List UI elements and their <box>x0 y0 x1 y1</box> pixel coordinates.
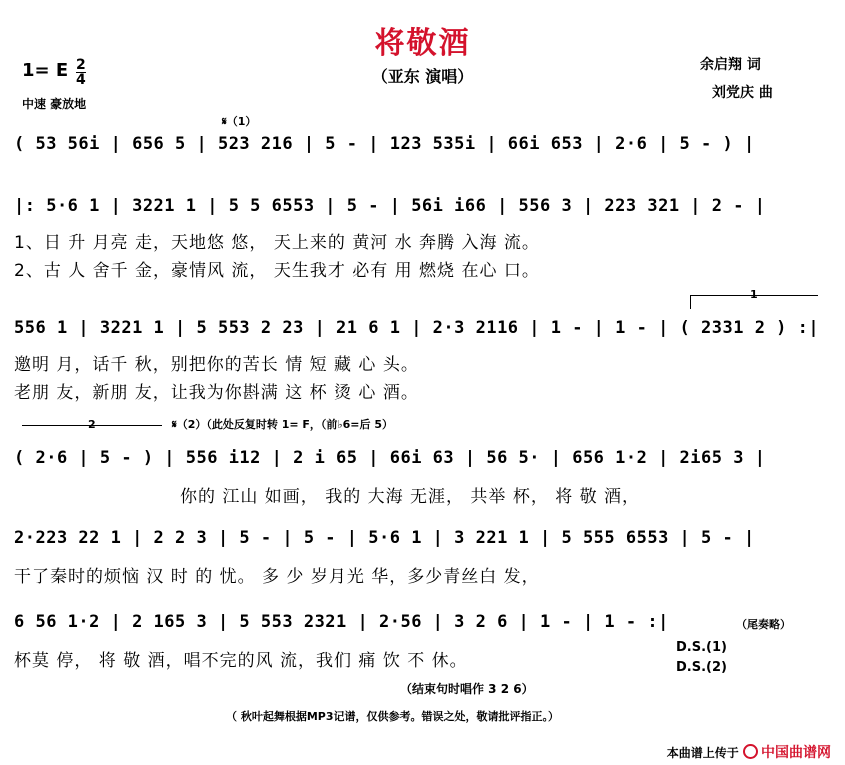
song-title: 将敬酒 <box>374 26 471 61</box>
composer: 刘党庆 曲 <box>712 85 773 101</box>
volta-2-label: 2 <box>88 418 96 431</box>
lyric-row-2-verse-1: 1、日 升 月亮 走，天地悠 悠， 天上来的 黄河 水 奔腾 入海 流。 <box>14 233 540 253</box>
lyric-row-3-verse-1: 邀明 月，话千 秋，别把你的苦长 情 短 藏 心 头。 <box>14 355 419 375</box>
time-signature <box>76 58 86 87</box>
tempo-marking: 中速 豪放地 <box>22 97 87 111</box>
source-credit <box>667 742 831 762</box>
key-signature: 1= E <box>22 60 69 81</box>
dal-segno-2: D.S.(2) <box>676 660 727 675</box>
score-row-1: ( 53 56i | 656 5 | 523 216 | 5 - | 123 535i | 66i 653 | 2·6 | 5 - ) | <box>14 134 755 154</box>
lyric-row-6: 杯莫 停， 将 敬 酒，唱不完的风 流，我们 痛 饮 不 休。 <box>14 651 468 671</box>
volta-1-label: 1 <box>750 288 758 301</box>
score-row-3: 556 1 | 3221 1 | 5 553 2 23 | 21 6 1 | 2·3 2116 | 1 - | 1 - | ( 2331 2 ) :| <box>14 318 820 338</box>
source-label: 本曲谱上传于 <box>666 746 739 760</box>
segno-1: 𝄋（1） <box>222 115 257 128</box>
volta-1-start <box>690 295 691 309</box>
meter-top: 2 <box>76 57 86 73</box>
lyric-row-2-verse-2: 2、古 人 舍千 金，豪情风 流， 天生我才 必有 用 燃烧 在心 口。 <box>14 261 540 281</box>
site-brand: 中国曲谱网 <box>761 745 831 761</box>
meter-bottom: 4 <box>76 72 86 88</box>
score-row-5: 2·223 22 1 | 2 2 3 | 5 - | 5 - | 5·6 1 | 3 221 1 | 5 555 6553 | 5 - | <box>14 528 755 548</box>
site-logo-icon <box>743 744 758 759</box>
performer: （亚东 演唱） <box>371 67 474 86</box>
lyric-row-3-verse-2: 老朋 友，新朋 友，让我为你斟满 这 杯 烫 心 酒。 <box>14 383 419 403</box>
dal-segno-1: D.S.(1) <box>676 640 727 655</box>
segno-2-instruction: 𝄋（2）（此处反复时转 1= F，（前♭6=后 5） <box>172 418 393 431</box>
score-row-6: 6 56 1·2 | 2 165 3 | 5 553 2321 | 2·56 | 3 2 6 | 1 - | 1 - :| <box>14 612 669 632</box>
score-row-2: |: 5·6 1 | 3221 1 | 5 5 6553 | 5 - | 56i i66 | 556 3 | 223 321 | 2 - | <box>14 196 766 216</box>
ending-note: （结束句时唱作 3 2 6） <box>400 682 534 696</box>
score-row-4: ( 2·6 | 5 - ) | 556 i12 | 2 i 65 | 66i 63 | 56 5· | 656 1·2 | 2i65 3 | <box>14 448 766 468</box>
lyric-row-5: 干了秦时的烦恼 汉 时 的 忧。 多 少 岁月光 华，多少青丝白 发， <box>14 567 540 587</box>
coda-note: （尾奏略） <box>736 618 791 631</box>
lyricist: 余启翔 词 <box>700 57 761 73</box>
lyric-row-4: 你的 江山 如画， 我的 大海 无涯， 共举 杯， 将 敬 酒， <box>180 487 641 507</box>
transcriber-note: （ 秋叶起舞根据MP3记谱，仅供参考。错误之处，敬请批评指正。） <box>226 710 559 723</box>
